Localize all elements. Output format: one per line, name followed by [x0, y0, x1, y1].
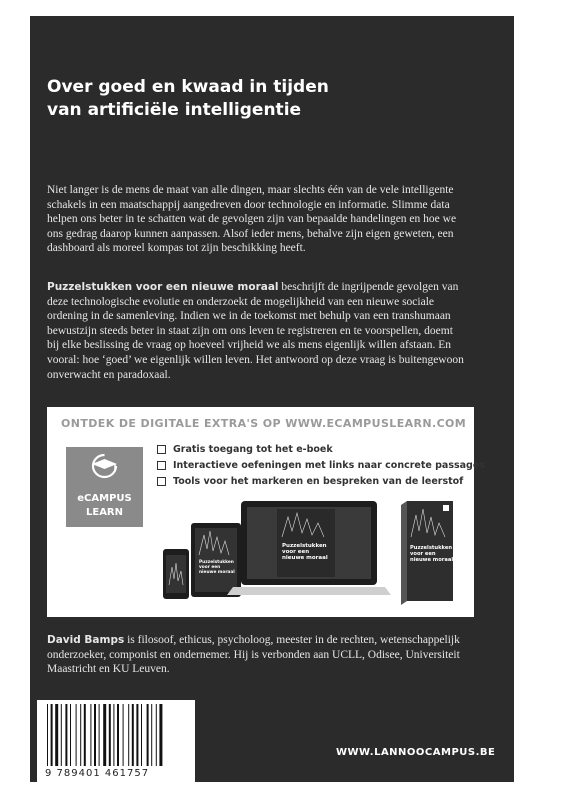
- barcode-bar: [94, 704, 96, 766]
- barcode-bar: [76, 704, 77, 766]
- intro-paragraph: Niet langer is de mens de maat van alle dingen, maar slechts één van de vele intelligente schakels in een maatschappij aangedreven door technologie en informatie. Slimme data helpen ons beter in te schatten wat de gevolgen zijn van bepaalde handelingen en hoe we ons gedrag daarop kunnen aanpassen. Alsof ieder mens, behalve zijn eigen geweten, een dashboard als moreel kompas tot zijn beschikking heeft.: [47, 184, 457, 255]
- barcode-bar: [51, 704, 53, 766]
- description-text: beschrijft de ingrijpende gevolgen van deze technologische evolutie en onderzoekt de mogelijkheid van een nieuwe sociale ordening in de samenleving. Indien we in de toekomst met behulp van een transhumaan bewustzijn steeds beter in staat zijn om ons leven te registreren en te voorspellen, doemt bij elke beslissing de vraag op hoeveel vrijheid we als mens eigenlijk willen afstaan. En vooral: hoe ‘goed’ we eigenlijk willen leven. Het antwoord op deze vraag is buitengewoon onverwacht en paradoxaal.: [47, 281, 464, 381]
- ecampus-learn-logo: [66, 447, 143, 527]
- book-tagline: [47, 76, 487, 122]
- barcode-bars: [45, 704, 187, 766]
- barcode-bar: [123, 704, 124, 766]
- feature-item: [157, 473, 485, 489]
- barcode-bar: [113, 704, 114, 766]
- barcode: [37, 700, 195, 782]
- barcode-bar: [117, 704, 119, 766]
- book-cover-line-3: nieuwe moraal: [410, 557, 454, 563]
- barcode-bar: [147, 704, 149, 766]
- barcode-bar: [90, 704, 91, 766]
- feature-item: [157, 457, 485, 473]
- publisher-website: WWW.LANNOOCAMPUS.BE: [336, 747, 496, 758]
- feature-label: Interactieve oefeningen met links naar concrete passages: [173, 459, 485, 471]
- barcode-bar: [128, 704, 129, 766]
- author-bio-text: is filosoof, ethicus, psycholoog, meester in de rechten, wetenschappelijk onderzoeker, componist en ondernemer. Hij is verbonden aan UCLL, Odisee, Universiteit Maastricht en KU Leuven.: [47, 634, 460, 676]
- laptop-cover-line-1: Puzzelstukken: [282, 543, 327, 549]
- barcode-bar: [156, 704, 157, 766]
- barcode-bar: [103, 704, 106, 766]
- tagline-line-1: Over goed en kwaad in tijden: [47, 77, 329, 97]
- barcode-bar: [55, 704, 58, 766]
- book-cover-line-2: voor een: [410, 551, 436, 557]
- feature-label: Tools voor het markeren en bespreken van de leerstof: [173, 475, 464, 487]
- device-mockups-illustration: [157, 497, 457, 609]
- logo-line-2: LEARN: [85, 507, 123, 518]
- barcode-bar: [132, 704, 134, 766]
- checkbox-icon: [157, 477, 166, 486]
- tagline-line-2: van artificiële intelligentie: [47, 100, 302, 120]
- tablet-cover-line-1: Puzzelstukken: [199, 560, 234, 565]
- graduation-cap-icon: [89, 451, 120, 479]
- barcode-bar: [141, 704, 142, 766]
- phone-icon: [163, 549, 189, 599]
- logo-line-1: eCAMPUS: [77, 493, 132, 504]
- barcode-bar: [61, 704, 62, 766]
- barcode-bar: [109, 704, 111, 766]
- isbn-number: 9 789401 461757: [45, 768, 150, 779]
- author-bio: [47, 633, 467, 677]
- checkbox-icon: [157, 461, 166, 470]
- checkbox-icon: [157, 445, 166, 454]
- tablet-cover-line-2: voor een: [199, 565, 221, 570]
- barcode-bar: [99, 704, 100, 766]
- barcode-bar: [84, 704, 86, 766]
- laptop-cover-line-2: voor een: [282, 549, 310, 555]
- book-cover-line-1: Puzzelstukken: [410, 545, 453, 551]
- book-icon: [401, 501, 453, 605]
- book-title-inline: Puzzelstukken voor een nieuwe moraal: [47, 281, 279, 293]
- feature-item: [157, 441, 485, 457]
- barcode-bar: [136, 704, 138, 766]
- description-paragraph: [47, 280, 467, 382]
- barcode-bar: [80, 704, 81, 766]
- promo-heading: ONTDEK DE DIGITALE EXTRA'S OP WWW.ECAMPUSLEARN.COM: [61, 417, 467, 430]
- barcode-bar: [159, 704, 162, 766]
- author-name: David Bamps: [47, 634, 125, 646]
- feature-label: Gratis toegang tot het e-boek: [173, 443, 333, 455]
- barcode-bar: [65, 704, 67, 766]
- tablet-icon: [191, 523, 241, 597]
- barcode-bar: [151, 704, 152, 766]
- laptop-icon: [227, 501, 391, 595]
- tablet-cover-line-3: nieuwe moraal: [199, 570, 235, 575]
- feature-list: [157, 441, 485, 489]
- barcode-bar: [47, 704, 48, 766]
- barcode-bar: [70, 704, 71, 766]
- laptop-cover-line-3: nieuwe moraal: [282, 555, 328, 561]
- ecampus-promo-panel: [47, 407, 485, 617]
